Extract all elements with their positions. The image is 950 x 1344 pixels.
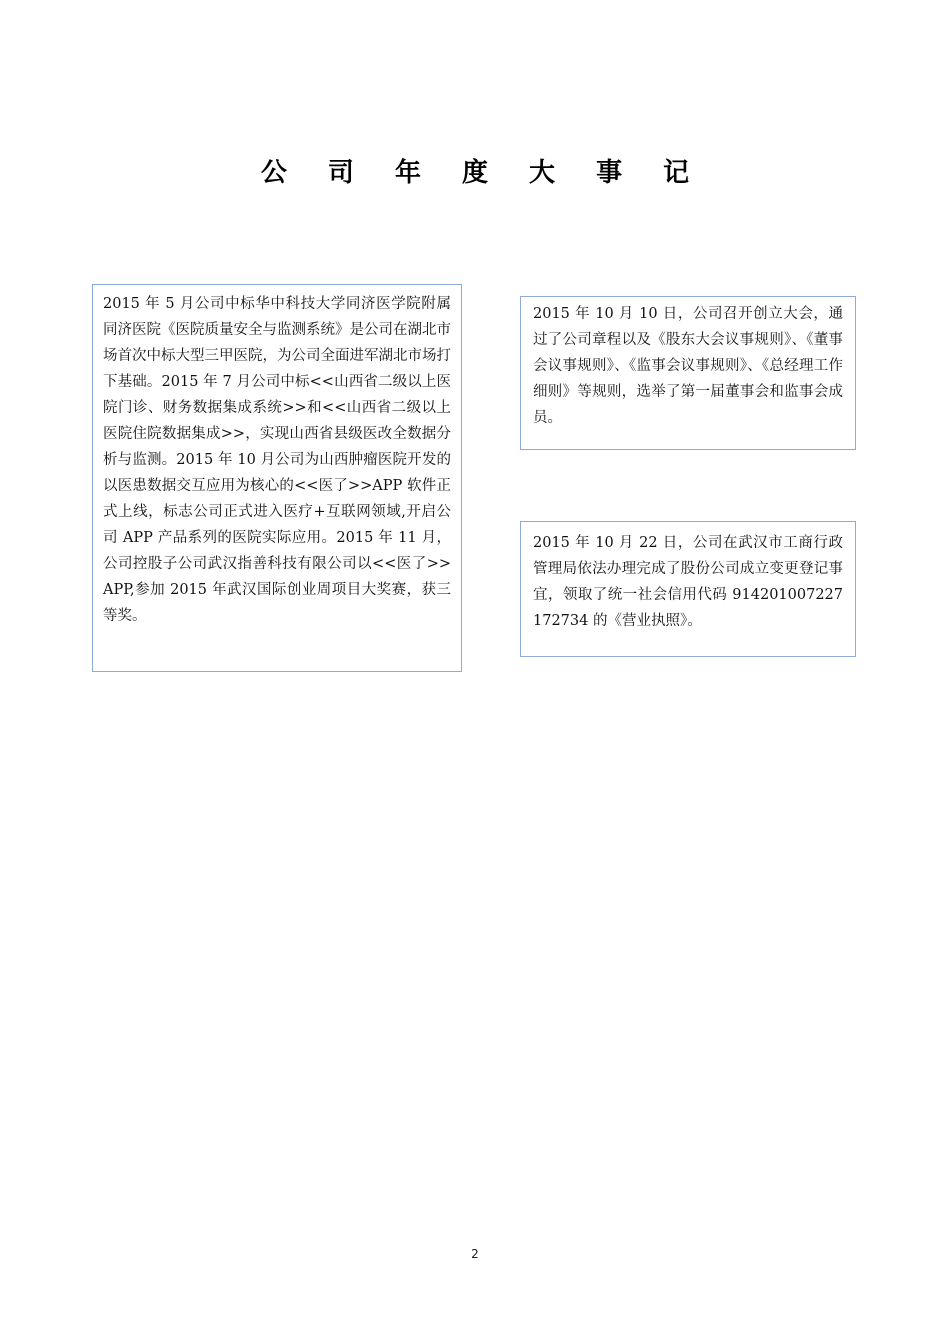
event-text: 2015 年 5 月公司中标华中科技大学同济医学院附属同济医院《医院质量安全与监测系统》是公司在湖北市场首次中标大型三甲医院，为公司全面进军湖北市场打下基础。2015 年 7 月公司中标<<山西省二级以上医院门诊、财务数据集成系统>>和<<山西省二级以上医院住院数据集成>>，实现山西省县级医改全数据分析与监测。2015 年 10 月公司为山西肿瘤医院开发的以医患数据交互应用为核心的<<医了>>APP 软件正式上线，标志公司正式进入医疗+互联网领域,开启公司 APP 产品系列的医院实际应用。2015 年 11 月，公司控股子公司武汉指善科技有限公司以<<医了>>APP,参加 2015 年武汉国际创业周项目大奖赛，获三等奖。 bbox=[103, 296, 451, 624]
event-box-business-license bbox=[520, 521, 856, 657]
event-text: 2015 年 10 月 10 日，公司召开创立大会，通过了公司章程以及《股东大会议事规则》、《董事会议事规则》、《监事会议事规则》、《总经理工作细则》等规则，选举了第一届董事会和监事会成员。 bbox=[533, 306, 843, 426]
event-box-2015-contracts bbox=[92, 284, 462, 672]
page-number: 2 bbox=[471, 1247, 479, 1261]
event-text: 2015 年 10 月 22 日，公司在武汉市工商行政管理局依法办理完成了股份公司成立变更登记事宜，领取了统一社会信用代码 914201007227172734 的《营业执照》。 bbox=[533, 535, 843, 629]
page-title: 公 司 年 度 大 事 记 bbox=[260, 158, 706, 188]
event-box-founding-meeting bbox=[520, 296, 856, 450]
